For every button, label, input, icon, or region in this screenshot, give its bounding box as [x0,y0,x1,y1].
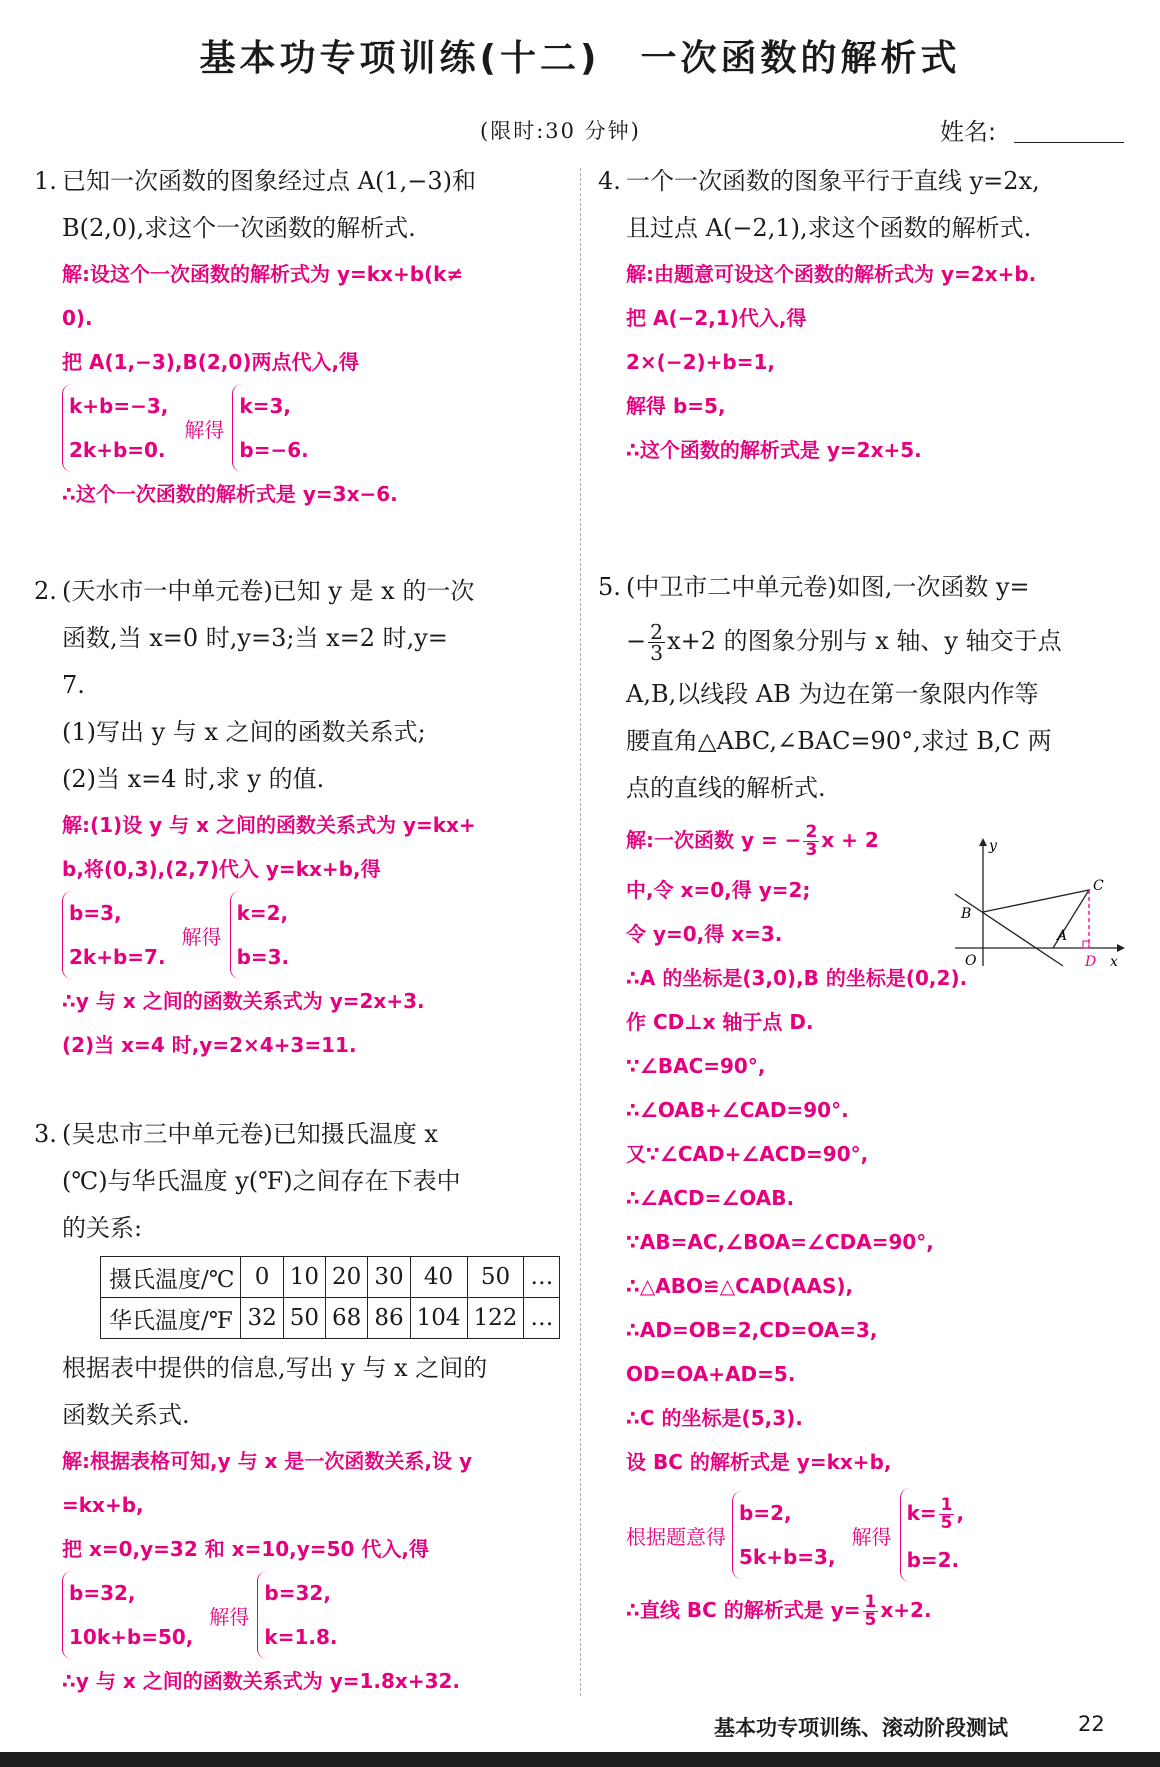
table-cell: 68 [326,1298,368,1339]
fraction [803,824,819,859]
equation-text: , [956,1501,965,1525]
coordinate-figure [945,838,1125,973]
table-header-cell: 华氏温度/℉ [101,1298,241,1339]
y-axis-arrow-icon [979,838,987,846]
question-text: 根据表中提供的信息,写出 y 与 x 之间的 [62,1354,488,1382]
answer-line: ∴这个函数的解析式是 y=2x+5. [626,438,922,462]
question-text: (2)当 x=4 时,求 y 的值. [62,765,325,793]
answer-line: 解:(1)设 y 与 x 之间的函数关系式为 y=kx+ [62,813,476,837]
point-c-label: C [1093,878,1104,894]
question-4 [598,158,1138,472]
answer-line: =kx+b, [62,1493,144,1517]
answer-line: ∴y 与 x 之间的函数关系式为 y=1.8x+32. [62,1669,461,1693]
question-text: 已知一次函数的图象经过点 A(1,−3)和 [62,167,476,195]
equation: 2k+b=7. [69,945,166,969]
point-a-label: A [1057,928,1068,944]
equation-system [598,1488,1138,1582]
question-text: 7. [62,671,85,699]
solve-label: 解得 [851,1524,892,1549]
answer-line: ∴∠ACD=∠OAB. [626,1186,795,1210]
denominator: 3 [805,840,818,860]
question-number: 4. [598,167,621,195]
equation: b=2, [739,1501,792,1525]
answer-line [598,1582,1138,1638]
answer-line: 0). [62,306,93,330]
equation: 5k+b=3, [739,1545,836,1569]
question-text: (℃)与华氏温度 y(℉)之间存在下表中 [62,1167,461,1195]
question-text: 函数,当 x=0 时,y=3;当 x=2 时,y= [62,624,448,652]
minus-sign: − [626,627,647,655]
denominator: 5 [864,1610,877,1630]
question-text: 点的直线的解析式. [626,774,826,802]
question-text [598,611,1138,671]
answer-line: 令 y=0,得 x=3. [626,922,783,946]
table-cell: 50 [283,1298,325,1339]
fraction [939,1497,955,1532]
question-text: 腰直角△ABC,∠BAC=90°,求过 B,C 两 [626,727,1052,755]
table-row [101,1298,560,1339]
answer-line: ∴∠OAB+∠CAD=90°. [626,1098,849,1122]
equation: k=1.8. [264,1625,338,1649]
answer-line: 把 x=0,y=32 和 x=10,y=50 代入,得 [62,1537,429,1561]
footer-title: 基本功专项训练、滚动阶段测试 [714,1716,1008,1740]
numerator: 1 [940,1495,953,1515]
equation-system [34,384,569,472]
x-axis-arrow-icon [1117,944,1125,952]
answer-text: x + 2 [821,828,879,852]
name-blank [1014,142,1124,143]
time-limit: (限时:30 分钟) [480,119,641,143]
solve-label: 解得 [209,1604,250,1629]
question-text: (中卫市二中单元卷)如图,一次函数 y= [626,573,1030,601]
equation-text: k= [906,1501,937,1525]
table-cell: 86 [368,1298,410,1339]
answer-line: 又∵∠CAD+∠ACD=90°, [626,1142,869,1166]
equation: b=3. [236,945,290,969]
answer-line: 解得 b=5, [626,394,726,418]
fraction [648,619,665,665]
table-cell: 122 [467,1298,524,1339]
answer-line: ∵∠BAC=90°, [626,1054,766,1078]
question-number: 3. [34,1120,57,1148]
equation: k+b=−3, [69,394,169,418]
answer-line: 2×(−2)+b=1, [626,350,775,374]
answer-line: ∴y 与 x 之间的函数关系式为 y=2x+3. [62,989,425,1013]
equation: b=32, [69,1581,136,1605]
question-number: 1. [34,167,57,195]
question-text: x+2 的图象分别与 x 轴、y 轴交于点 [667,627,1062,655]
table-cell: 10 [283,1257,325,1298]
table-cell: 20 [326,1257,368,1298]
table-cell: … [524,1257,560,1298]
name-label: 姓名: [940,118,997,146]
table-cell: 50 [467,1257,524,1298]
answer-line: ∴C 的坐标是(5,3). [626,1406,803,1430]
triangle-abc [983,890,1089,948]
question-5 [598,564,1138,1638]
equation-system [34,1571,569,1659]
question-text: B(2,0),求这个一次函数的解析式. [62,214,416,242]
table-cell: … [524,1298,560,1339]
equation: b=32, [264,1581,331,1605]
answer-line: ∴AD=OB=2,CD=OA=3, [626,1318,878,1342]
question-text: 函数关系式. [62,1401,190,1429]
question-number: 2. [34,577,57,605]
answer-line: b,将(0,3),(2,7)代入 y=kx+b,得 [62,857,381,881]
answer-text: 解:一次函数 y = − [626,828,802,852]
answer-line: OD=OA+AD=5. [626,1362,796,1386]
y-label: y [989,838,997,854]
left-column [34,158,569,1703]
numerator: 1 [864,1592,877,1612]
x-label: x [1110,954,1118,970]
page-number: 22 [1078,1712,1105,1736]
answer-line: 解:由题意可设这个函数的解析式为 y=2x+b. [626,262,1037,286]
answer-text: x+2. [880,1598,932,1622]
equation: b=−6. [239,438,309,462]
question-2 [34,568,569,1067]
table-header-cell: 摄氏温度/℃ [101,1257,241,1298]
answer-line: 把 A(1,−3),B(2,0)两点代入,得 [62,350,360,374]
answer-line: 中,令 x=0,得 y=2; [626,878,811,902]
answer-line: (2)当 x=4 时,y=2×4+3=11. [62,1033,357,1057]
answer-line: 把 A(−2,1)代入,得 [626,306,807,330]
table-cell: 0 [241,1257,283,1298]
solve-label: 解得 [181,924,222,949]
answer-line: 解:根据表格可知,y 与 x 是一次函数关系,设 y [62,1449,473,1473]
equation: k=2, [236,901,289,925]
question-text: (吴忠市三中单元卷)已知摄氏温度 x [62,1120,438,1148]
table-cell: 40 [410,1257,467,1298]
answer-line: 设 BC 的解析式是 y=kx+b, [626,1450,892,1474]
answer-line: 作 CD⊥x 轴于点 D. [626,1010,814,1034]
system-label: 根据题意得 [626,1524,726,1549]
equation: b=2. [906,1548,960,1572]
solve-label: 解得 [184,417,225,442]
denominator: 5 [940,1513,953,1533]
numerator: 2 [805,822,818,842]
question-3 [34,1111,569,1703]
table-cell: 30 [368,1257,410,1298]
question-1 [34,158,569,516]
fraction [863,1594,879,1629]
question-text: 一个一次函数的图象平行于直线 y=2x, [626,167,1040,195]
question-number: 5. [598,573,621,601]
answer-line: ∴△ABO≌△CAD(AAS), [626,1274,854,1298]
table-cell: 104 [410,1298,467,1339]
answer-line: ∵AB=AC,∠BOA=∠CDA=90°, [626,1230,934,1254]
question-text: (天水市一中单元卷)已知 y 是 x 的一次 [62,577,475,605]
equation [907,1488,965,1538]
point-b-label: B [961,906,972,922]
temperature-table [100,1256,560,1339]
question-text: A,B,以线段 AB 为边在第一象限内作等 [626,680,1039,708]
column-divider [580,168,581,1696]
answer-line: 解:设这个一次函数的解析式为 y=kx+b(k≠ [62,262,464,286]
question-text: 且过点 A(−2,1),求这个函数的解析式. [626,214,1032,242]
question-text: (1)写出 y 与 x 之间的函数关系式; [62,718,426,746]
question-text: 的关系: [62,1214,143,1242]
answer-line: ∴这个一次函数的解析式是 y=3x−6. [62,482,398,506]
table-cell: 32 [241,1298,283,1339]
denominator: 3 [650,641,664,665]
table-row [101,1257,560,1298]
equation: 10k+b=50, [69,1625,194,1649]
answer-line: ∴A 的坐标是(3,0),B 的坐标是(0,2). [626,966,968,990]
point-d-label: D [1085,954,1097,970]
numerator: 2 [650,619,664,644]
equation: k=3, [239,394,291,418]
right-angle-mark [1083,941,1089,948]
equation: 2k+b=0. [69,438,166,462]
answer-text: ∴直线 BC 的解析式是 y= [626,1598,861,1622]
equation: b=3, [69,901,122,925]
page-title: 基本功专项训练(十二) 一次函数的解析式 [199,38,961,79]
bottom-bar [0,1752,1160,1767]
origin-label: O [965,953,977,969]
equation-system [34,891,569,979]
